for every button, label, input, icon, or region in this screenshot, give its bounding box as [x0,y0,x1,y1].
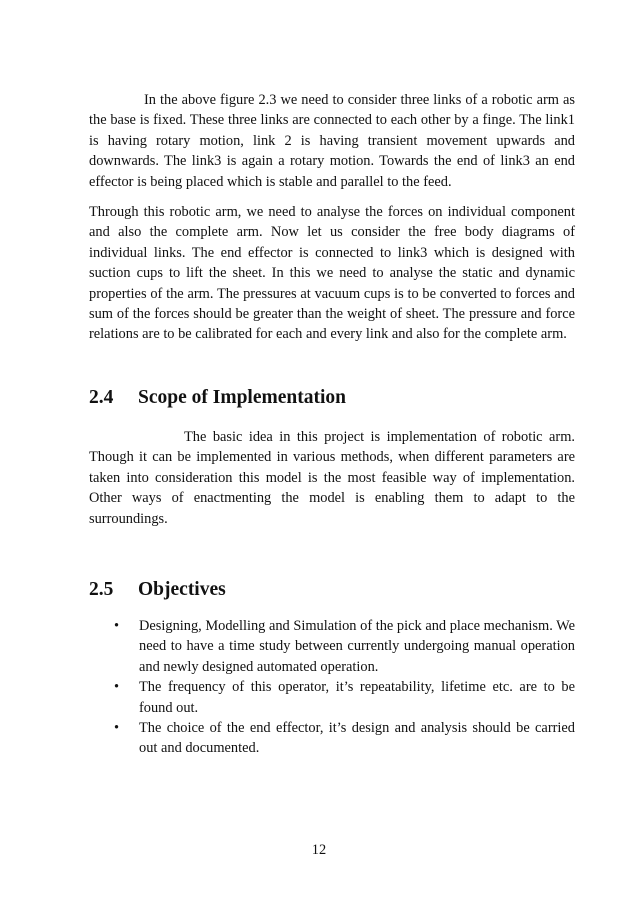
heading-scope-of-implementation [89,386,575,410]
document-page [89,90,575,759]
paragraph-forces-analysis: Through this robotic arm, we need to analyse the forces on individual component and also the complete arm. Now let us consider the free body diagrams of individual links. The end effector is connected to link3 which is designed with suction cups to lift the sheet. In this we need to analyse the static and dynamic properties of the arm. The pressures at vacuum cups is to be converted to forces and sum of the forces should be greater than the weight of sheet. The pressure and force relations are to be calibrated for each and every link and also for the complete arm. [89,204,575,343]
list-item-text: The frequency of this operator, it’s repeatability, lifetime etc. are to be found out. [139,679,575,716]
bullet-icon: • [114,719,120,736]
heading-objectives [89,578,575,602]
list-item [89,718,575,759]
page-number: 12 [311,842,327,858]
section-number: 2.5 [89,578,114,600]
paragraph-figure-links: In the above figure 2.3 we need to consider three links of a robotic arm as the base is fixed. These three links are connected to each other by a finge. The link1 is having rotary motion, link 2 is having transient movement upwards and downwards. The link3 is again a rotary motion. Towards the end of link3 an end effector is being placed which is stable and parallel to the feed. [89,92,575,190]
section-number: 2.4 [89,386,114,408]
section-title: Objectives [138,578,226,600]
objectives-list [89,616,575,759]
list-item [89,677,575,718]
paragraph-scope: The basic idea in this project is implementation of robotic arm. Though it can be implemented in various methods, when different parameters are taken into consideration this model is the most feasible way of implementation. Other ways of enactmenting the model is enabling them to adapt to the surroundings. [89,428,575,527]
list-item [89,616,575,677]
bullet-icon: • [114,679,120,696]
section-title: Scope of Implementation [138,386,346,408]
list-item-text: Designing, Modelling and Simulation of the pick and place mechanism. We need to have a time study between currently undergoing manual operation and newly designed automated operation. [139,617,575,675]
list-item-text: The choice of the end effector, it’s design and analysis should be carried out and documented. [139,719,575,757]
bullet-icon: • [114,617,120,634]
